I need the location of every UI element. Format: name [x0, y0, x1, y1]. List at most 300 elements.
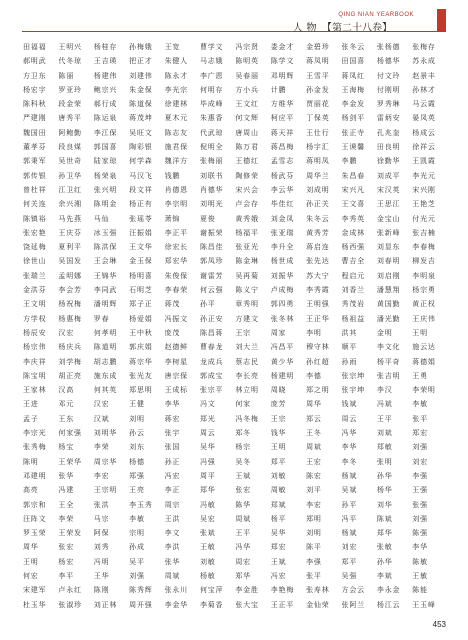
name-cell: 李荣: [58, 514, 74, 523]
name-cell: 孙成: [129, 543, 145, 552]
name-cell: 杨西强: [341, 243, 365, 252]
name-cell: 杨祝梅: [58, 300, 82, 309]
name-cell: 陈学文: [270, 57, 295, 66]
name-cell: 郑敏: [376, 443, 393, 452]
name-cell: 刘强: [412, 443, 428, 452]
name-cell: 陈刚: [93, 586, 110, 595]
name-cell: 江卫红: [58, 185, 82, 194]
name-cell: 吴斌: [341, 486, 358, 495]
table-row: [23, 569, 448, 583]
name-cell: 陈万君: [235, 143, 259, 152]
name-cell: 杨剑平: [341, 114, 365, 123]
name-cell: 刘华: [376, 500, 393, 509]
name-cell: 施云达: [412, 343, 436, 352]
name-cell: 李洪: [164, 543, 181, 552]
name-cell: 郑思明: [129, 386, 153, 395]
name-cell: 曹吉全: [341, 257, 365, 266]
name-cell: 陈洪保: [93, 243, 118, 252]
name-cell: 王文喜: [341, 200, 365, 209]
name-cell: 陈强: [412, 529, 428, 538]
name-cell: 王宽: [164, 43, 181, 51]
name-cell: 徐世山: [23, 257, 47, 266]
name-cell: 晏凤英: [412, 114, 436, 123]
name-cell: 夏俊: [199, 214, 216, 223]
name-cell: 吴华: [199, 443, 216, 452]
name-cell: 蒋天祥: [270, 128, 295, 137]
name-cell: 郑光: [199, 414, 216, 423]
name-cell: 王平: [376, 414, 393, 423]
name-cell: 郝行成: [93, 100, 118, 109]
name-cell: 王艳芝: [412, 200, 436, 209]
name-cell: 代冬琼: [58, 57, 82, 66]
table-row: [23, 397, 448, 411]
name-cell: 王文华: [129, 243, 153, 252]
name-cell: 陶彩银: [129, 143, 153, 152]
name-cell: 汉宏: [58, 328, 74, 337]
name-cell: 宋兴刚: [412, 185, 436, 194]
name-cell: 蒋昌梅: [270, 143, 295, 152]
name-cell: 杨宏: [58, 557, 74, 566]
name-cell: 王文红: [235, 100, 259, 109]
name-cell: 钱鹏: [164, 171, 181, 180]
name-cell: 邓明辉: [270, 71, 295, 80]
name-cell: 施君保: [164, 143, 188, 152]
name-cell: 唐宗保: [164, 371, 188, 380]
name-cell: 李光宗: [164, 85, 188, 94]
name-cell: 黄少华: [270, 357, 295, 366]
name-cell: 李文: [164, 529, 181, 538]
name-cell: 张兴明: [93, 185, 118, 194]
name-cell: 庞芳: [270, 400, 287, 409]
name-cell: 李文化: [376, 343, 401, 352]
name-cell: 张宗平: [199, 386, 224, 395]
name-cell: 吴强: [341, 571, 358, 580]
name-cell: 何家强: [58, 429, 82, 438]
name-cell: 王庆伟: [412, 314, 436, 323]
name-cell: 杨宏宇: [23, 85, 47, 94]
name-cell: 杨建明: [270, 371, 295, 380]
name-cell: 刘正林: [93, 600, 118, 609]
name-cell: 潘明辉: [93, 300, 118, 309]
name-cell: 曹学文: [199, 43, 224, 51]
name-cell: 郑斌: [270, 500, 287, 509]
name-cell: 陈华: [235, 500, 251, 509]
name-cell: 张杨德: [376, 43, 401, 51]
name-cell: 王成标: [164, 386, 188, 395]
name-cell: 杨庆兵: [58, 343, 82, 352]
name-cell: 陈秀辉: [129, 586, 153, 595]
name-cell: 李华: [341, 443, 358, 452]
table-row: [23, 455, 448, 469]
name-cell: 把正才: [129, 57, 153, 66]
name-cell: 赵景丰: [412, 71, 436, 80]
table-row: [23, 483, 448, 497]
name-cell: 郑明: [306, 514, 322, 523]
name-cell: 李荣明: [412, 386, 436, 395]
name-cell: 李敏: [412, 400, 428, 409]
name-cell: 施东成: [93, 371, 118, 380]
name-cell: 金玉保: [129, 257, 153, 266]
name-cell: 何关连: [23, 200, 47, 209]
name-cell: 周宗: [164, 500, 181, 509]
table-row: [23, 369, 448, 383]
name-cell: 李春梅: [412, 243, 436, 252]
name-cell: 吴平: [129, 557, 145, 566]
name-cell: 杨祖益: [341, 314, 365, 323]
name-cell: 周斌: [164, 571, 181, 580]
name-cell: 张亚光: [235, 243, 259, 252]
name-cell: 杨宗勇: [412, 286, 436, 295]
table-row: [23, 412, 448, 426]
name-cell: 郑子正: [129, 300, 153, 309]
name-cell: 杨荣泉: [93, 171, 118, 180]
table-row: [23, 583, 448, 597]
table-row: [23, 312, 448, 326]
name-cell: 周敏: [270, 486, 287, 495]
name-cell: 柯应平: [270, 114, 295, 123]
name-cell: 郑华: [376, 529, 393, 538]
name-cell: 李秀英: [341, 214, 365, 223]
name-cell: 杨福平: [235, 228, 259, 237]
name-cell: 顺平: [341, 343, 358, 352]
table-row: [23, 283, 448, 297]
name-cell: 蔡志民: [235, 357, 259, 366]
name-cell: 宗明: [129, 529, 145, 538]
name-cell: 段良煤: [58, 143, 82, 152]
name-cell: 孙红超: [306, 357, 330, 366]
name-cell: 陈宏: [306, 471, 322, 480]
name-cell: 李平: [58, 571, 74, 580]
name-cell: 徐勤华: [376, 157, 401, 166]
name-cell: 刘斌: [376, 429, 393, 438]
name-cell: 张秀梅: [23, 443, 47, 452]
name-cell: 肖德华: [199, 185, 224, 194]
name-cell: 何孝明: [93, 328, 118, 337]
name-cell: 王洪: [164, 514, 181, 523]
table-row: [23, 526, 448, 540]
name-cell: 郑云: [306, 414, 322, 423]
name-cell: 张瑞兰: [23, 271, 47, 280]
name-cell: 雷炳安: [376, 114, 401, 123]
name-cell: 张新峰: [376, 228, 401, 237]
name-cell: 钱斌: [341, 400, 358, 409]
name-cell: 王勇: [412, 371, 428, 380]
table-row: [23, 555, 448, 569]
name-cell: 何云强: [199, 286, 224, 295]
name-cell: 贾丽花: [306, 100, 330, 109]
name-cell: 杨明喜: [129, 271, 153, 280]
name-cell: 宋汉英: [376, 185, 401, 194]
name-cell: 王会琳: [93, 257, 118, 266]
name-cell: 朱俊保: [164, 271, 188, 280]
name-cell: 程启元: [341, 271, 365, 280]
table-row: [23, 97, 448, 111]
name-cell: 刘秀: [93, 543, 110, 552]
name-cell: 李艳梅: [270, 586, 295, 595]
name-cell: 杨江云: [376, 600, 401, 609]
name-cell: 王斌: [235, 471, 251, 480]
name-cell: 王明: [412, 328, 428, 337]
name-cell: 罗玉荣: [23, 529, 47, 538]
name-cell: 李正平: [164, 228, 188, 237]
name-cell: 李华: [412, 543, 428, 552]
name-cell: 刘振华: [270, 271, 295, 280]
name-cell: 陈昌蒋: [199, 328, 224, 337]
name-cell: 陈志友: [164, 128, 188, 137]
name-cell: 罗春: [93, 314, 110, 323]
name-cell: 李金华: [164, 600, 188, 609]
name-cell: 曾杜祥: [23, 185, 47, 194]
name-cell: 田国喜: [341, 57, 365, 66]
name-cell: 柳发吉: [412, 257, 436, 266]
table-row: [23, 340, 448, 354]
name-cell: 陈明: [23, 457, 39, 466]
name-cell: 杨敏: [199, 571, 216, 580]
name-cell: 孙正关: [306, 200, 330, 209]
name-cell: 陈永才: [164, 71, 188, 80]
name-cell: 刘东: [129, 443, 145, 452]
name-cell: 孟明娜: [58, 271, 82, 280]
name-cell: 魏洋方: [164, 157, 188, 166]
name-cell: 孙华: [376, 557, 393, 566]
name-cell: 张平: [412, 414, 428, 423]
name-cell: 萧锦: [164, 214, 181, 223]
name-cell: 周云: [199, 429, 216, 438]
table-row: [23, 498, 448, 512]
table-row: [23, 169, 448, 183]
name-cell: 龙成兵: [199, 357, 224, 366]
name-cell: 陈镇裕: [23, 214, 47, 223]
name-cell: 卢永红: [58, 586, 82, 595]
name-cell: 马云霞: [412, 100, 436, 109]
name-cell: 王明强: [306, 300, 330, 309]
name-cell: 方维华: [270, 100, 295, 109]
name-cell: 苏大宁: [306, 271, 330, 280]
name-cell: 李光元: [412, 171, 436, 180]
name-cell: 王仕行: [306, 128, 330, 137]
name-cell: 陈运泉: [93, 114, 118, 123]
table-row: [23, 69, 448, 83]
name-cell: 冯昌平: [270, 343, 295, 352]
name-cell: 王正平: [270, 600, 295, 609]
name-cell: 朱金保: [129, 85, 153, 94]
name-cell: 郭庆娟: [129, 343, 153, 352]
name-cell: 宋兴凡: [341, 185, 365, 194]
name-cell: 吴旺文: [129, 128, 153, 137]
name-cell: 刘大兰: [235, 343, 259, 352]
name-cell: 杨宇汇: [306, 143, 330, 152]
name-cell: 汪振娟: [129, 228, 153, 237]
name-cell: 杨德: [129, 457, 145, 466]
name-cell: 章秀明: [235, 300, 259, 309]
name-cell: 周家: [270, 328, 287, 337]
name-cell: 唐周山: [235, 128, 259, 137]
name-cell: 李菊香: [199, 600, 224, 609]
name-cell: 郑平: [270, 457, 287, 466]
name-cell: 杨辰安: [23, 328, 47, 337]
name-cell: 王亮: [129, 486, 145, 495]
name-cell: 孙雨: [341, 357, 358, 366]
name-cell: 杜玉华: [23, 600, 47, 609]
name-cell: 赵德鲜: [164, 343, 188, 352]
name-cell: 杨斌: [341, 529, 358, 538]
yearbook-tag: QING NIAN YEARBOOK: [338, 12, 414, 18]
name-cell: 郝明武: [23, 57, 47, 66]
name-cell: 李云华: [270, 185, 295, 194]
name-cell: 何宏: [23, 571, 39, 580]
name-cell: 王华: [93, 571, 110, 580]
name-cell: 杨桂存: [93, 43, 118, 51]
name-cell: 徐建林: [164, 100, 188, 109]
name-cell: 张国: [164, 443, 181, 452]
name-cell: 郑华: [235, 571, 251, 580]
name-cell: 孙梅娥: [129, 43, 153, 51]
name-cell: 刘敏: [199, 557, 216, 566]
name-cell: 王东: [58, 414, 74, 423]
name-cell: 潘慧翔: [376, 286, 401, 295]
name-cell: 郑宏: [412, 429, 428, 438]
name-cell: 王思江: [376, 200, 401, 209]
name-cell: 黄秀娥: [235, 214, 259, 223]
name-cell: 周华兰: [306, 171, 330, 180]
name-cell: 张亚瑞: [270, 228, 295, 237]
name-cell: 邓建明: [23, 471, 47, 480]
name-cell: 王庆芬: [58, 228, 82, 237]
name-cell: 蒋茂坤: [129, 114, 153, 123]
table-row: [23, 297, 448, 311]
name-cell: 王冬: [306, 429, 322, 438]
name-cell: 刘敏: [270, 471, 287, 480]
name-cell: 李鹏: [341, 157, 358, 166]
name-cell: 刘明: [306, 529, 322, 538]
name-cell: 王敏: [199, 543, 216, 552]
name-cell: 张华: [58, 471, 74, 480]
name-cell: 刘明: [129, 414, 145, 423]
name-cell: 杨惠梅: [58, 314, 82, 323]
name-cell: 张吉明: [376, 371, 401, 380]
name-cell: 王凯霞: [412, 157, 436, 166]
name-cell: 张先达: [306, 257, 330, 266]
name-cell: 张瑶苓: [129, 214, 153, 223]
name-cell: 娄金才: [270, 43, 295, 51]
name-cell: 张大宝: [235, 600, 259, 609]
name-cell: 陈昌佳: [199, 243, 224, 252]
name-cell: 郭凤珍: [199, 257, 224, 266]
name-cell: 罗亚玲: [58, 85, 82, 94]
name-cell: 蒋明凤: [306, 157, 330, 166]
name-cell: 王平: [235, 529, 251, 538]
name-cell: 王中秋: [129, 328, 153, 337]
name-cell: 汪阵文: [23, 514, 47, 523]
name-cell: 朱昌春: [341, 171, 365, 180]
name-cell: 郭秉军: [23, 157, 47, 166]
table-row: [23, 183, 448, 197]
name-cell: 吴国发: [58, 257, 82, 266]
name-cell: 张宇坤: [341, 386, 365, 395]
name-cell: 钱华: [270, 429, 287, 438]
name-cell: 张平: [306, 571, 322, 580]
name-cell: 陈金琳: [235, 257, 259, 266]
name-cell: 王宗明: [93, 486, 118, 495]
name-cell: 田福福: [23, 43, 47, 51]
name-cell: 吴宏: [199, 514, 216, 523]
name-cell: 杨建伟: [93, 71, 118, 80]
name-cell: 夏木元: [164, 114, 188, 123]
name-cell: 张阿兰: [341, 600, 365, 609]
name-cell: 李明: [306, 328, 322, 337]
name-cell: 张宏: [58, 543, 74, 552]
name-cell: 严建刚: [23, 114, 47, 123]
name-cell: 刘明华: [93, 429, 118, 438]
name-cell: 付刚明: [376, 85, 401, 94]
name-cell: 郭国喜: [93, 143, 118, 152]
red-tab-marker: [437, 9, 446, 31]
name-cell: 郑之明: [306, 386, 330, 395]
name-cell: 孙云: [129, 429, 145, 438]
name-cell: 马志娥: [199, 57, 224, 66]
name-cell: 王德红: [235, 157, 259, 166]
name-cell: 王谟馨: [341, 143, 365, 152]
name-cell: 方学权: [23, 314, 47, 323]
name-cell: 马宗: [93, 514, 110, 523]
name-cell: 黄秀芳: [306, 228, 330, 237]
name-cell: 王宗: [235, 328, 251, 337]
name-cell: 刘平: [306, 486, 322, 495]
name-cell: 孔兆奎: [376, 128, 401, 137]
table-row: [23, 54, 448, 68]
name-cell: 段文祥: [129, 185, 153, 194]
name-cell: 阿鲍勤: [58, 128, 82, 137]
name-cell: 刘春明: [376, 257, 401, 266]
name-cell: 王强: [412, 486, 428, 495]
name-cell: 谢雷芳: [199, 271, 224, 280]
name-cell: 陈敏: [412, 557, 428, 566]
name-cell: 周斌: [306, 443, 322, 452]
name-cell: 方会云: [341, 586, 365, 595]
name-cell: 金成林: [341, 228, 365, 237]
volume-label: 【第二十八卷】: [322, 23, 392, 34]
name-cell: 杨武芬: [270, 171, 295, 180]
name-cell: 王宗: [270, 414, 287, 423]
name-cell: 方建文: [235, 314, 259, 323]
name-cell: 肖德恩: [164, 185, 188, 194]
name-cell: 金宝山: [376, 214, 401, 223]
name-cell: 张敏: [376, 543, 393, 552]
name-cell: 代武琼: [199, 128, 224, 137]
name-cell: 陈斌: [376, 514, 393, 523]
page-number: 453: [432, 620, 446, 629]
name-cell: 孟雪志: [270, 157, 295, 166]
name-cell: 蒋凤红: [341, 71, 365, 80]
name-cell: 陈明英: [235, 57, 259, 66]
name-cell: 杨平奇: [376, 357, 401, 366]
name-cell: 王正华: [306, 314, 330, 323]
table-row: [23, 226, 448, 240]
name-cell: 冯文: [199, 400, 216, 409]
name-cell: 张明: [376, 457, 393, 466]
table-row: [23, 140, 448, 154]
table-row: [23, 126, 448, 140]
name-cell: 阿保: [93, 529, 110, 538]
name-cell: 周平: [199, 471, 216, 480]
table-row: [23, 197, 448, 211]
name-cell: 蒋宏: [164, 414, 181, 423]
table-row: [23, 83, 448, 97]
name-cell: 孙华: [376, 471, 393, 480]
name-cell: 张淑珍: [58, 600, 82, 609]
name-cell: 刘强: [129, 571, 145, 580]
name-cell: 王明兴: [58, 43, 82, 51]
